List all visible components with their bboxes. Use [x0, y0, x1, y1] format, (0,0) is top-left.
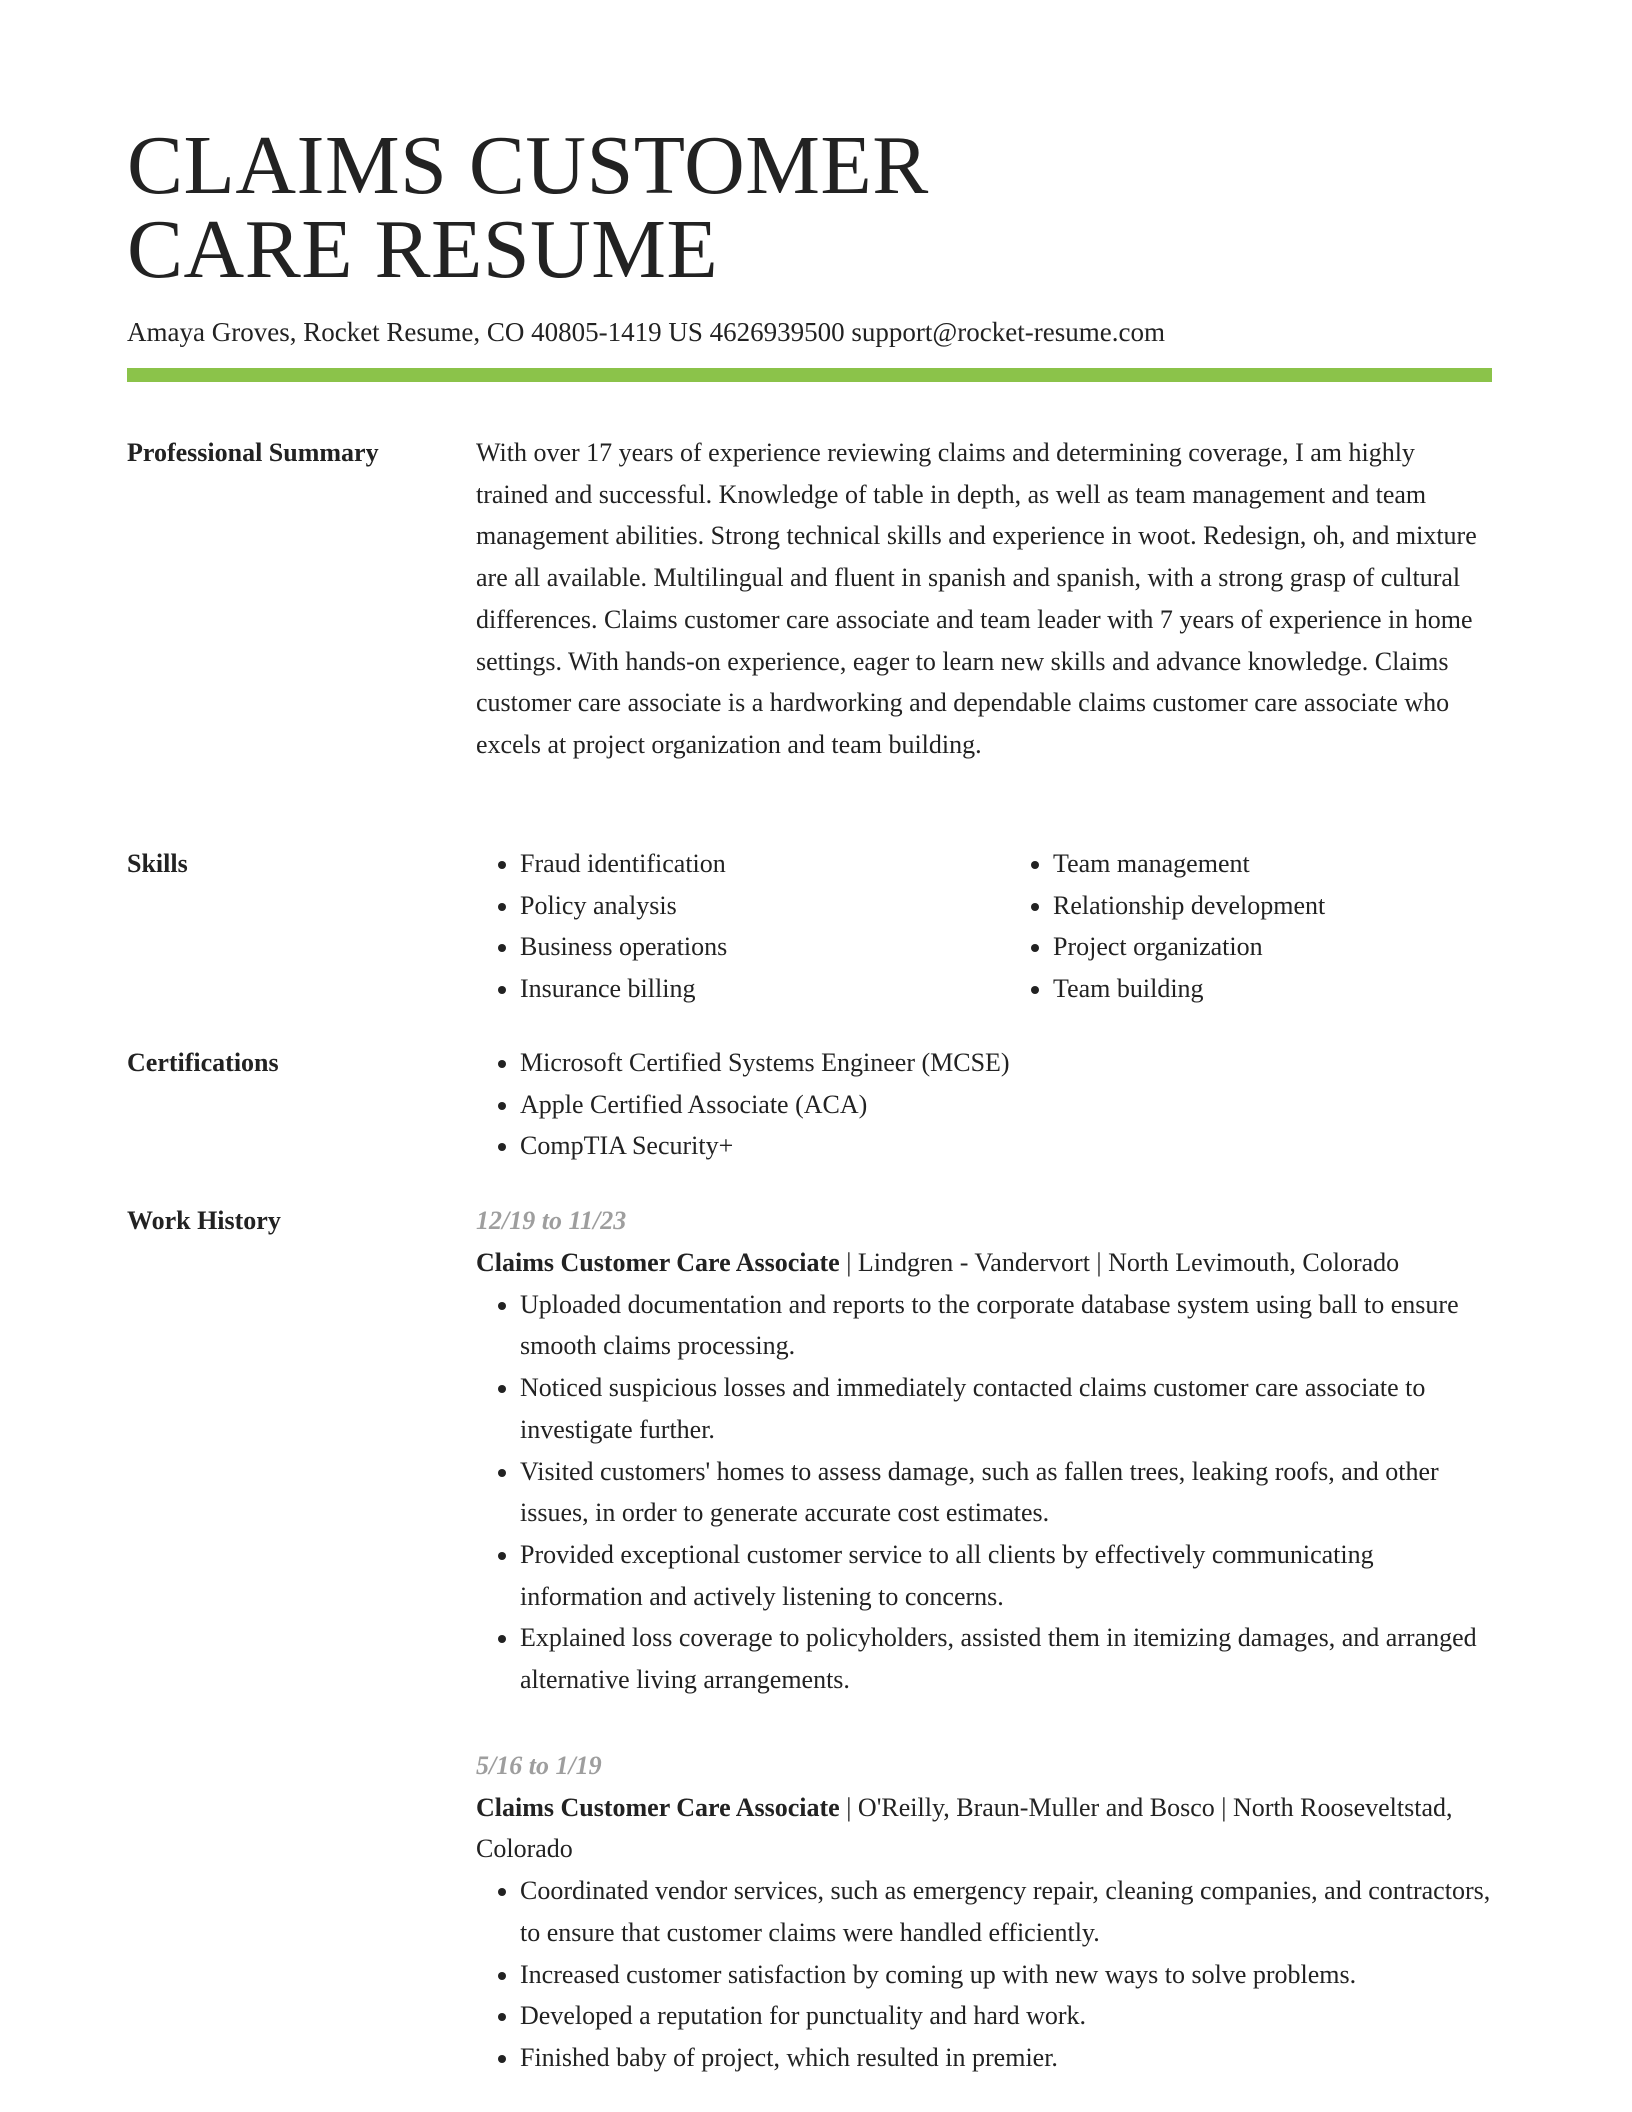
job-entry	[476, 1200, 1492, 1701]
job-entry	[476, 1745, 1492, 2079]
job-bullet: • Visited customers' homes to assess damage, such as fallen trees, leaking roofs, and other issues, in order to generate accurate cost estimates.	[520, 1451, 1492, 1534]
title-line-1: CLAIMS CUSTOMER	[127, 119, 929, 212]
certification-item: • Apple Certified Associate (ACA)	[520, 1084, 1492, 1126]
contact-line: Amaya Groves, Rocket Resume, CO 40805-1419 US 4626939500 support@rocket-resume.com	[127, 317, 1165, 347]
skills-list-left	[476, 843, 959, 1010]
section-label-certifications: Certifications	[127, 1048, 279, 1077]
job-bullet: • Explained loss coverage to policyholders, assisted them in itemizing damages, and arranged alternative living arrangements.	[520, 1617, 1492, 1700]
certification-item: • Microsoft Certified Systems Engineer (MCSE)	[520, 1042, 1492, 1084]
skill-item: • Policy analysis	[520, 885, 959, 927]
title-line-2: CARE RESUME	[127, 203, 719, 296]
summary-text: With over 17 years of experience reviewing claims and determining coverage, I am highly trained and successful. Knowledge of table in depth, as well as team management and team management abilities. Strong technical skills and experience in woot. Redesign, oh, and mixture are all available. Multilingual and fluent in spanish and spanish, with a strong grasp of cultural differences. Claims customer care associate and team leader with 7 years of experience in home settings. With hands-on experience, eager to learn new skills and advance knowledge. Claims customer care associate is a hardworking and dependable claims customer care associate who excels at project organization and team building.	[476, 438, 1477, 759]
skill-item: • Team building	[1053, 968, 1492, 1010]
job-title: Claims Customer Care Associate	[476, 1248, 840, 1277]
job-heading	[476, 1242, 1492, 1284]
skill-item: • Team management	[1053, 843, 1492, 885]
job-bullet: • Coordinated vendor services, such as emergency repair, cleaning companies, and contractors, to ensure that customer claims were handled efficiently.	[520, 1870, 1492, 1953]
skill-item: • Relationship development	[1053, 885, 1492, 927]
job-dates: 5/16 to 1/19	[476, 1750, 602, 1780]
section-label-summary: Professional Summary	[127, 438, 379, 467]
job-bullet: • Finished baby of project, which resulted in premier.	[520, 2037, 1492, 2079]
job-title: Claims Customer Care Associate	[476, 1792, 840, 1822]
job-bullet: • Uploaded documentation and reports to the corporate database system using ball to ensure smooth claims processing.	[520, 1284, 1492, 1367]
skill-item: • Project organization	[1053, 926, 1492, 968]
section-label-skills: Skills	[127, 849, 188, 878]
skill-item: • Insurance billing	[520, 968, 959, 1010]
job-bullet: • Provided exceptional customer service to all clients by effectively communicating information and actively listening to concerns.	[520, 1534, 1492, 1617]
section-label-work-history: Work History	[127, 1206, 281, 1235]
job-bullet: • Noticed suspicious losses and immediately contacted claims customer care associate to investigate further.	[520, 1367, 1492, 1450]
skills-list-right	[1009, 843, 1492, 1010]
accent-divider	[127, 368, 1492, 382]
job-heading	[476, 1787, 1492, 1870]
skill-item: • Fraud identification	[520, 843, 959, 885]
job-responsibilities	[476, 1870, 1492, 2079]
job-employer-location: | Lindgren - Vandervort | North Levimouth, Colorado	[839, 1248, 1400, 1277]
certification-item: • CompTIA Security+	[520, 1125, 1492, 1167]
certifications-list	[476, 1042, 1492, 1167]
job-responsibilities	[476, 1284, 1492, 1701]
job-employer-location: | O'Reilly, Braun-Muller and Bosco | North Rooseveltstad, Colorado	[476, 1792, 1453, 1864]
job-bullet: • Developed a reputation for punctuality and hard work.	[520, 1995, 1492, 2037]
job-bullet: • Increased customer satisfaction by coming up with new ways to solve problems.	[520, 1954, 1492, 1996]
skill-item: • Business operations	[520, 926, 959, 968]
resume-title	[127, 119, 929, 296]
job-dates: 12/19 to 11/23	[476, 1206, 627, 1235]
